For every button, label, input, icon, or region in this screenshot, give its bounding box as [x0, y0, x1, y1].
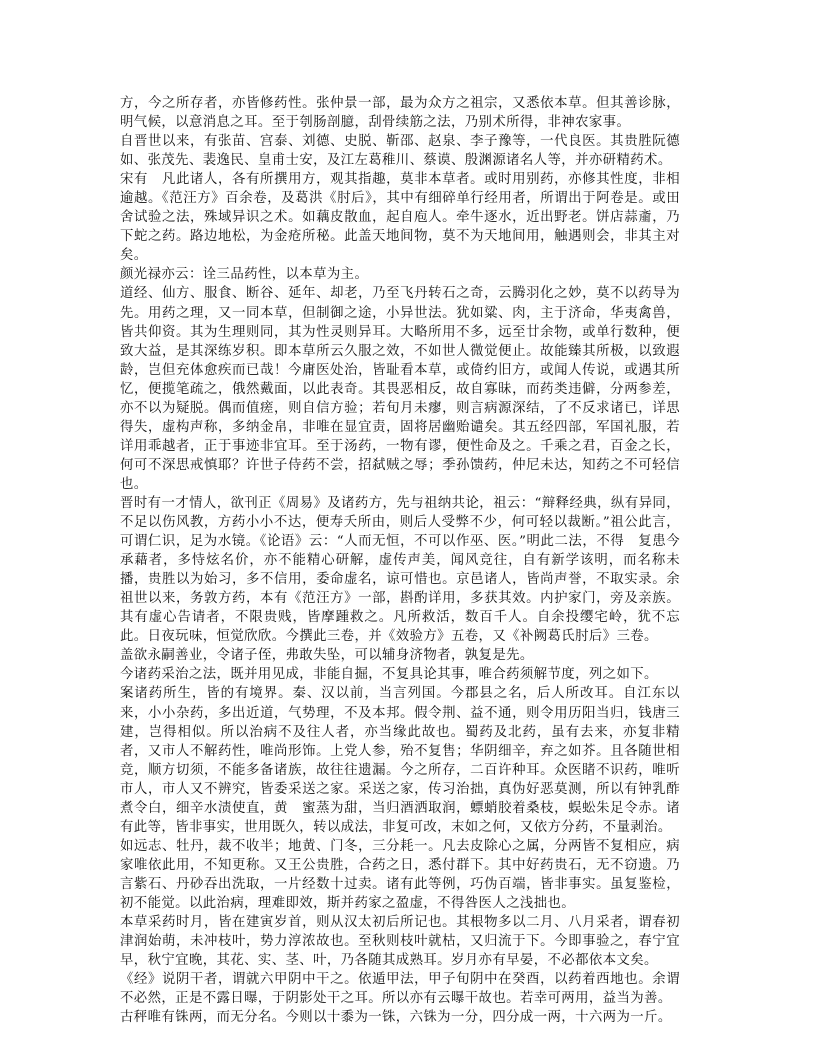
paragraph: 盖欲永嗣善业，令诸子侄，弗敢失坠，可以辅身济物者，孰复是先。 [120, 648, 534, 664]
paragraph: 宋有 凡此诸人，各有所撰用方，观其指趣，莫非本草者。或时用别药，亦修其性度，非相逾越。《范汪方》百余卷，及葛洪《肘后》，其中有细碎单行经用者，所谓出于阿卷是。或田舍试验之法，殊域异识之术。如藕皮散血，起自庖人。牵牛逐水，近出野老。饼店蒜齑，乃下蛇之药。路边地松，为金疮所秘。此盖天地间物，莫不为天地间用，触遇则会，非其主对矣。 [120, 172, 680, 264]
paragraph: 颜光禄亦云：诠三品药性，以本草为主。 [120, 267, 369, 283]
document-page [120, 94, 680, 1027]
paragraph: 古秤唯有铢两，而无分名。今则以十黍为一铢，六铢为一分，四分成一两，十六两为一斤。 [120, 1010, 672, 1026]
paragraph: 自晋世以来，有张苗、宫泰、刘德、史脱、靳邵、赵泉、李子豫等，一代良医。其贵胜阮德如、张茂先、裴逸民、皇甫士安，及江左葛稚川、蔡谟、殷渊源诸名人等，并亦研精药术。 [120, 134, 680, 169]
paragraph: 道经、仙方、服食、断谷、延年、却老，乃至飞丹转石之奇，云腾羽化之妙，莫不以药导为先。用药之理，又一同本草，但制御之途，小异世法。犹如粱、肉，主于济命，华夷禽兽，皆共仰资。其为生理则同，其为性灵则异耳。大略所用不多，远至廿余物，或单行数种，便致大益，是其深练岁积。即本草所云久服之效，不如世人微觉便止。故能臻其所极，以致遐龄，岂但充体愈疾而已哉！今庸医处治，皆耻看本草，或倚约旧方，或闻人传说，或遇其所忆，便揽笔疏之，俄然戴面，以此表奇。其畏恶相反，故自寡昧，而药类违僻，分两参差，亦不以为疑脱。偶而值瘥，则自信方验；若旬月未瘳，则言病源深结，了不反求诸已，详思得失，虚构声称，多纳金帛，非唯在显宜责，固将居幽贻谴矣。其五经四部，军国礼服，若详用乖越者，正于事迹非宜耳。至于汤药，一物有谬，便性命及之。千乘之君，百金之长，何可不深思戒慎耶？许世子侍药不尝，招弑贼之辱；季孙馈药，仲尼未达，知药之不可轻信也。 [120, 286, 680, 492]
paragraph: 方，今之所存者，亦皆修药性。张仲景一部，最为众方之祖宗，又悉依本草。但其善诊脉，明气候，以意消息之耳。至于刳肠剖臆，刮骨续筋之法，乃别术所得，非神农家事。 [120, 96, 680, 131]
paragraph: 晋时有一才情人，欲刊正《周易》及诸药方，先与祖纳共论，祖云：“辩释经典，纵有异同，不足以伤风教，方药小小不达，便寿夭所由，则后人受弊不少，何可轻以裁断。”祖公此言，可谓仁识，足为水镜。《论语》云：“人而无恒，不可以作巫、医。”明此二法，不得 复患今承藉者，多恃炫名价，亦不能精心研解，虚传声美，闻风竞往，自有新学该明，而名称未播，贵胜以为始习，多不信用，委命虚名，谅可惜也。京邑诸人，皆尚声誉，不取实录。余祖世以来，务敦方药，本有《范汪方》一部，斟酌详用，多获其效。内护家门，旁及亲族。其有虚心告请者，不限贵贱，皆摩踵救之。凡所救活，数百千人。自余投缨宅岭，犹不忘此。日夜玩味，恒觉欣欣。今撰此三卷，并《效验方》五卷，又《补阙葛氏肘后》三卷。 [120, 495, 680, 645]
paragraph: 本草采药时月，皆在建寅岁首，则从汉太初后所记也。其根物多以二月、八月采者，谓春初津润始萌，未冲枝叶，势力淳浓故也。至秋则枝叶就枯，又归流于下。今即事验之，春宁宜早，秋宁宜晚，其花、实、茎、叶，乃各随其成熟耳。岁月亦有早晏，不必都依本文矣。 [120, 915, 680, 969]
paragraph: 《经》说阴干者，谓就六甲阴中干之。依遁甲法，甲子旬阴中在癸酉，以药着西地也。余谓不必然，正是不露日曝，于阴影处干之耳。所以亦有云曝干故也。若幸可两用，益当为善。 [120, 972, 680, 1007]
paragraph: 今诸药采治之法，既并用见成，非能自掘，不复具论其事，唯合药须解节度，列之如下。 [120, 667, 658, 683]
paragraph: 如远志、牡丹，裁不收半；地黄、门冬，三分耗一。凡去皮除心之属，分两皆不复相应，病家唯依此用，不知更称。又王公贵胜，合药之日，悉付群下。其中好药贵石，无不窃遗。乃言紫石、丹砂吞出洗取，一片经数十过卖。诸有此等例，巧伪百端，皆非事实。虽复鉴检，初不能觉。以此治病，理难即效，斯并药家之盈虚，不得咎医人之浅拙也。 [120, 838, 680, 911]
paragraph: 案诸药所生，皆的有境界。秦、汉以前，当言列国。今郡县之名，后人所改耳。自江东以来，小小杂药，多出近道，气势理，不及本邦。假令荆、益不通，则令用历阳当归，钱唐三建，岂得相似。所以治病不及往人者，亦当缘此故也。蜀药及北药，虽有去来，亦复非精者，又市人不解药性，唯尚形饰。上党人参，殆不复售；华阴细辛，弃之如芥。且各随世相竞，顺方切须，不能多备诸族，故往往遗漏。今之所存，二百许种耳。众医睹不识药，唯听市人，市人又不辨究，皆委采送之家。采送之家，传习治拙，真伪好恶莫测，所以有钟乳酢煮令白，细辛水渍使直，黄 蜜蒸为甜，当归酒洒取润，螵蛸胶着桑枝，蜈蚣朱足令赤。诸有此等，皆非事实，世用既久，转以成法，非复可改，末如之何，又依方分药，不量剥治。 [120, 686, 680, 835]
